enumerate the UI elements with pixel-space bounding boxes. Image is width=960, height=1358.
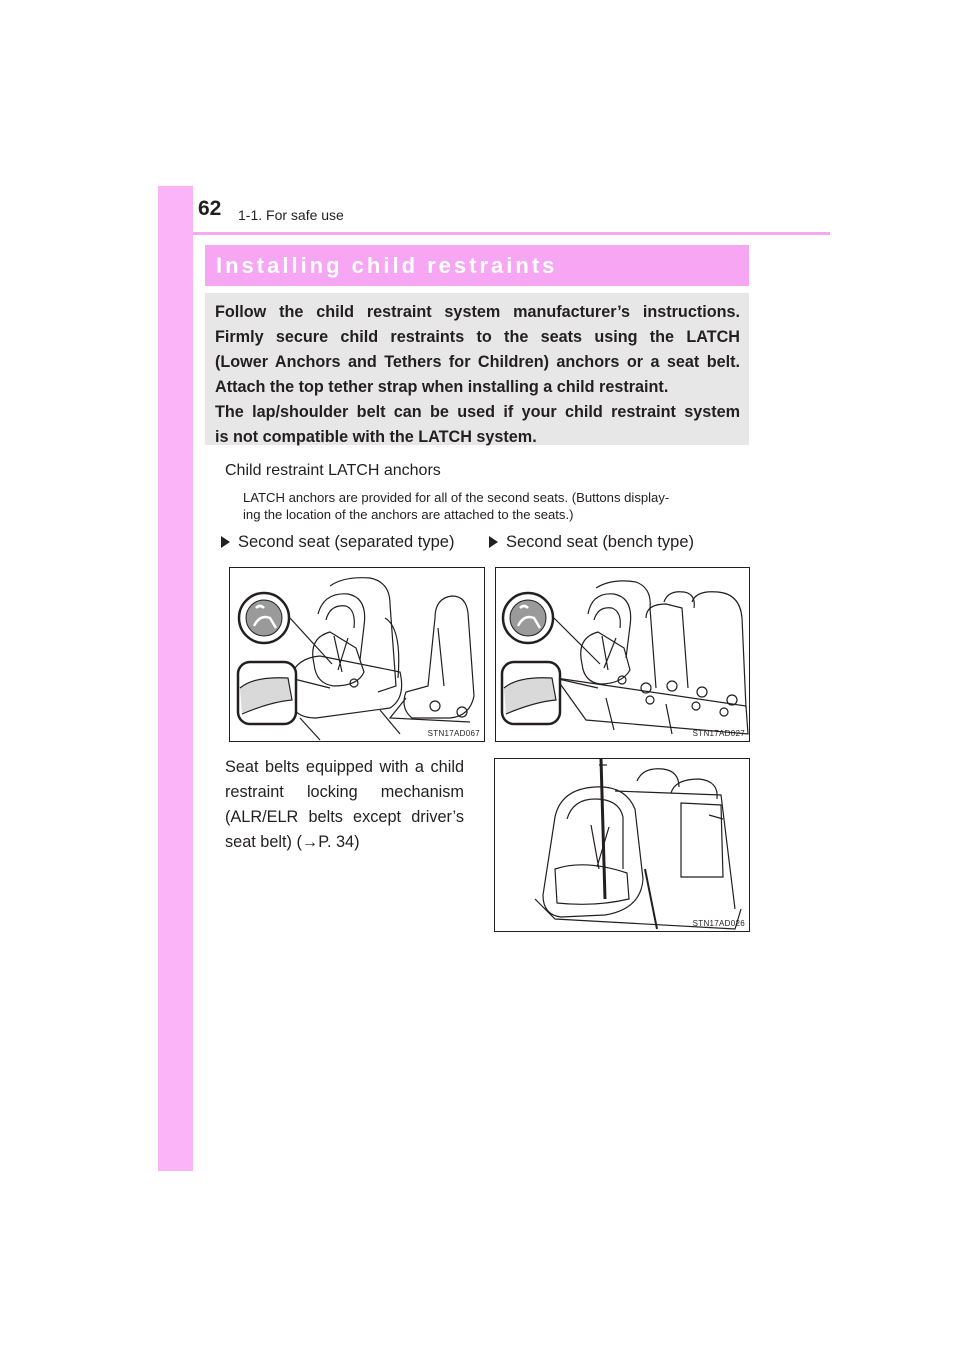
intro-box: [205, 293, 749, 445]
seat-belt-line: restraint locking mechanism: [225, 783, 464, 801]
intro-line: is not compatible with the LATCH system.: [215, 428, 537, 446]
latch-note: [243, 489, 749, 523]
intro-line: Firmly secure child restraints to the seats using the LATCH: [215, 328, 740, 346]
bench-seat-illustration: [496, 568, 750, 742]
triangle-bullet-icon: [489, 536, 498, 548]
latch-heading: Child restraint LATCH anchors: [225, 462, 441, 479]
seat-belt-illustration: [495, 759, 750, 932]
side-tab-bar: [158, 186, 193, 1171]
intro-line: Follow the child restraint system manufacturer’s instructions.: [215, 303, 740, 321]
caption-bench-seat: [489, 532, 694, 552]
figure-code: STN17AD027: [692, 729, 745, 738]
seat-belt-line: (ALR/ELR belts except driver’s: [225, 808, 464, 826]
latch-note-line: ing the location of the anchors are attached to the seats.): [243, 507, 574, 522]
caption-separated-seat: [221, 532, 454, 552]
caption-text: Second seat (bench type): [506, 533, 695, 551]
seat-belt-line: Seat belts equipped with a child: [225, 758, 464, 776]
seat-belt-text: [225, 755, 464, 855]
separated-seat-illustration: [230, 568, 485, 742]
page-number: 62: [198, 197, 222, 220]
seat-belt-line: seat belt) (→P. 34): [225, 833, 360, 851]
section-breadcrumb: 1-1. For safe use: [238, 207, 344, 223]
figure-bench-seat: [495, 567, 750, 742]
figure-code: STN17AD026: [692, 919, 745, 928]
header-divider: [193, 232, 830, 235]
figure-code: STN17AD067: [427, 729, 480, 738]
intro-line: The lap/shoulder belt can be used if your child restraint system: [215, 403, 740, 421]
figure-seat-belt: [494, 758, 750, 932]
figure-separated-seat: [229, 567, 485, 742]
intro-line: Attach the top tether strap when installing a child restraint.: [215, 378, 669, 396]
latch-note-line: LATCH anchors are provided for all of the second seats. (Buttons display-: [243, 490, 670, 505]
intro-line: (Lower Anchors and Tethers for Children) anchors or a seat belt.: [215, 353, 740, 371]
section-title-band: [205, 245, 749, 286]
triangle-bullet-icon: [221, 536, 230, 548]
section-title: Installing child restraints: [216, 252, 558, 278]
caption-text: Second seat (separated type): [238, 533, 455, 551]
